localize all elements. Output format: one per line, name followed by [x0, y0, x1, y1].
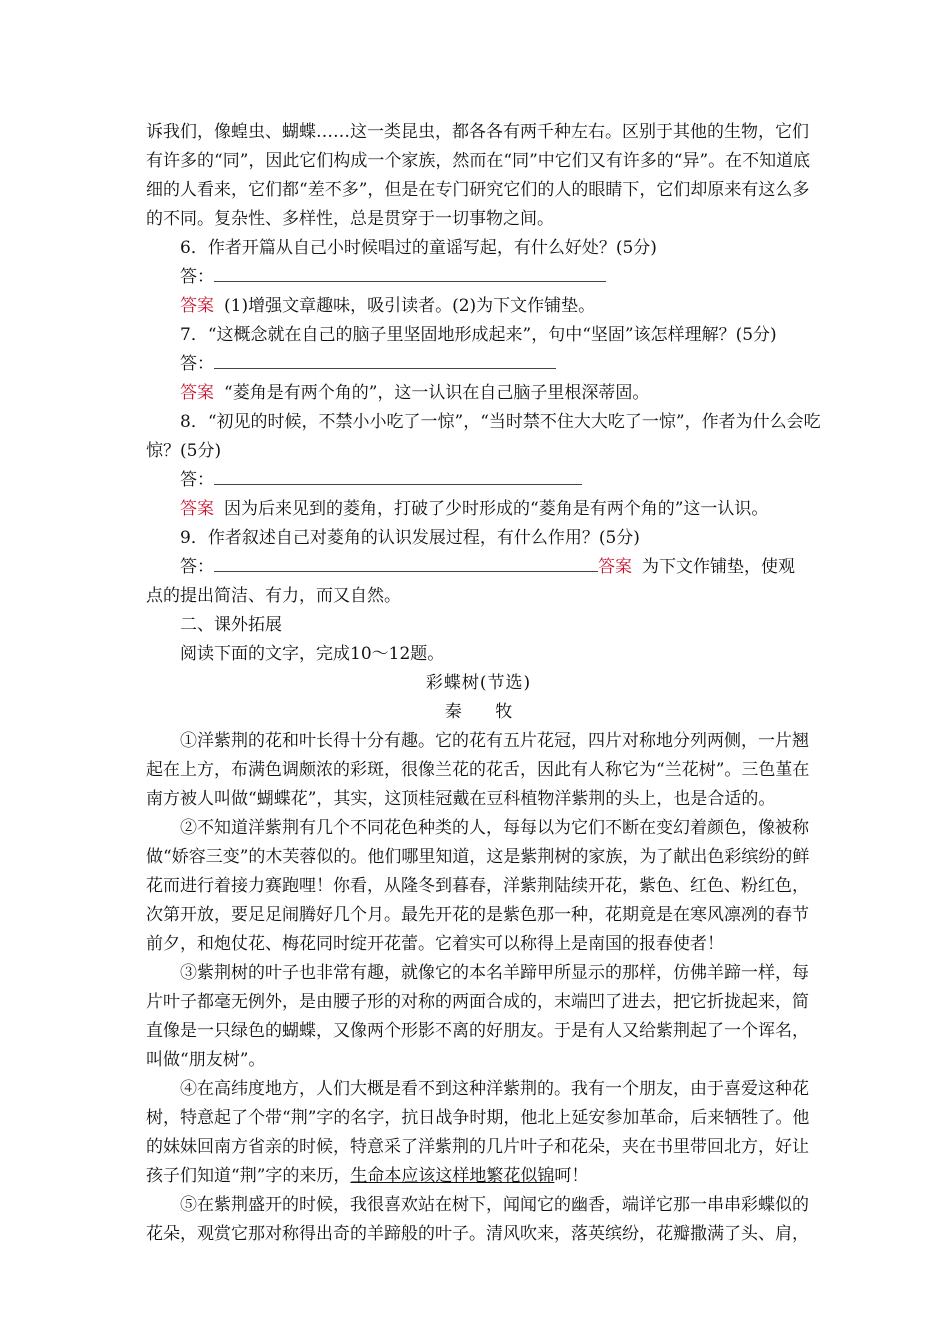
answer-label: 答案 — [180, 383, 214, 403]
text-line: 的不同。复杂性、多样性，总是贯穿于一切事物之间。 — [146, 209, 554, 229]
answer-8: 答案 因为后来见到的菱角，打破了少时形成的“菱角是有两个角的”这一认识。 — [180, 499, 769, 519]
paragraph-4: ④在高纬度地方，人们大概是看不到这种洋紫荆的。我有一个朋友，由于喜爱这种花 — [180, 1079, 809, 1099]
answer-label: 答案 — [180, 296, 214, 316]
paragraph-3: ③紫荆树的叶子也非常有趣，就像它的本名羊蹄甲所显示的那样，仿佛羊蹄一样，每 — [180, 963, 809, 983]
text-line: 花而进行着接力赛跑哩！你看，从隆冬到暮春，洋紫荆陆续开花，紫色、红色、粉红色， — [146, 876, 809, 896]
answer-line — [214, 466, 582, 485]
text-line: 树，特意起了个带“荆”字的名字，抗日战争时期，他北上延安参加革命，后来牺牲了。他 — [146, 1108, 810, 1128]
text-line: 孩子们知道“荆”字的来历，生命本应该这样地繁花似锦呵！ — [146, 1166, 589, 1186]
text-line: 细的人看来，它们都“差不多”，但是在专门研究它们的人的眼睛下，它们却原来有这么多 — [146, 180, 810, 200]
article-title: 彩蝶树(节选) — [425, 673, 532, 693]
answer-label: 答案 — [180, 499, 214, 519]
text-line: 做“娇容三变”的木芙蓉似的。他们哪里知道，这是紫荆树的家族，为了献出色彩缤纷的鲜 — [146, 847, 810, 867]
answer-6: 答案 (1)增强文章趣味，吸引读者。(2)为下文作铺垫。 — [180, 296, 596, 316]
underlined-sentence: 生命本应该这样地繁花似锦 — [350, 1166, 555, 1186]
answer-label: 答案 — [598, 557, 632, 577]
question-8: 8．“初见的时候，不禁小小吃了一惊”，“当时禁不住大大吃了一惊”，作者为什么会吃 — [180, 412, 821, 432]
answer-line — [214, 350, 556, 369]
text-line: 有许多的“同”，因此它们构成一个家族，然而在“同”中它们又有许多的“异”。在不知道底 — [146, 151, 811, 171]
paragraph-2: ②不知道洋紫荆有几个不同花色种类的人，每每以为它们不断在变幻着颜色，像被称 — [180, 818, 809, 838]
answer-9-cont: 点的提出简洁、有力，而又自然。 — [146, 586, 401, 606]
document-page — [146, 118, 821, 1249]
text-line: 起在上方，布满色调颇浓的彩斑，很像兰花的花舌，因此有人称它为“兰花树”。三色堇在 — [146, 760, 810, 780]
article-author: 秦 牧 — [444, 702, 527, 722]
answer-line — [214, 553, 598, 572]
question-8-cont: 惊？(5分) — [146, 441, 222, 461]
question-9: 9．作者叙述自己对菱角的认识发展过程，有什么作用？(5分) — [180, 528, 640, 548]
paragraph-1: ①洋紫荆的花和叶长得十分有趣。它的花有五片花冠，四片对称地分列两侧，一片翘 — [180, 731, 809, 751]
answer-9: 答： 答案 为下文作铺垫，使观 — [146, 553, 811, 582]
text-line: 直像是一只绿色的蝴蝶，又像两个形影不离的好朋友。于是有人又给紫荆起了一个诨名， — [146, 1021, 809, 1041]
section-heading: 二、课外拓展 — [180, 615, 282, 635]
answer-blank-6: 答： — [146, 263, 811, 292]
text-line: 叫做“朋友树”。 — [146, 1050, 266, 1070]
answer-line — [214, 263, 606, 282]
paragraph-5: ⑤在紫荆盛开的时候，我很喜欢站在树下，闻闻它的幽香，端详它那一串串彩蝶似的 — [180, 1195, 809, 1215]
answer-blank-8: 答： — [146, 466, 811, 495]
text-line: 南方被人叫做“蝴蝶花”，其实，这顶桂冠戴在豆科植物洋紫荆的头上，也是合适的。 — [146, 789, 776, 809]
text-line: 诉我们，像蝗虫、蝴蝶……这一类昆虫，都各各有两千种左右。区别于其他的生物，它们 — [146, 122, 809, 142]
text-line: 前夕，和炮仗花、梅花同时绽开花蕾。它着实可以称得上是南国的报春使者！ — [146, 934, 724, 954]
question-6: 6．作者开篇从自己小时候唱过的童谣写起，有什么好处？(5分) — [180, 238, 657, 258]
answer-7: 答案 “菱角是有两个角的”，这一认识在自己脑子里根深蒂固。 — [180, 383, 650, 403]
instruction: 阅读下面的文字，完成10～12题。 — [180, 644, 445, 664]
text-line: 的妹妹回南方省亲的时候，特意采了洋紫荆的几片叶子和花朵，夹在书里带回北方，好让 — [146, 1137, 809, 1157]
question-7: 7．“这概念就在自己的脑子里坚固地形成起来”，句中“坚固”该怎样理解？(5分) — [180, 325, 777, 345]
text-line: 花朵，观赏它那对称得出奇的羊蹄般的叶子。清风吹来，落英缤纷，花瓣撒满了头、肩， — [146, 1224, 809, 1244]
answer-blank-7: 答： — [146, 350, 811, 379]
text-line: 次第开放，要足足闹腾好几个月。最先开花的是紫色那一种，花期竟是在寒风凛冽的春节 — [146, 905, 809, 925]
text-line: 片叶子都毫无例外，是由腰子形的对称的两面合成的，末端凹了进去，把它折拢起来，简 — [146, 992, 809, 1012]
